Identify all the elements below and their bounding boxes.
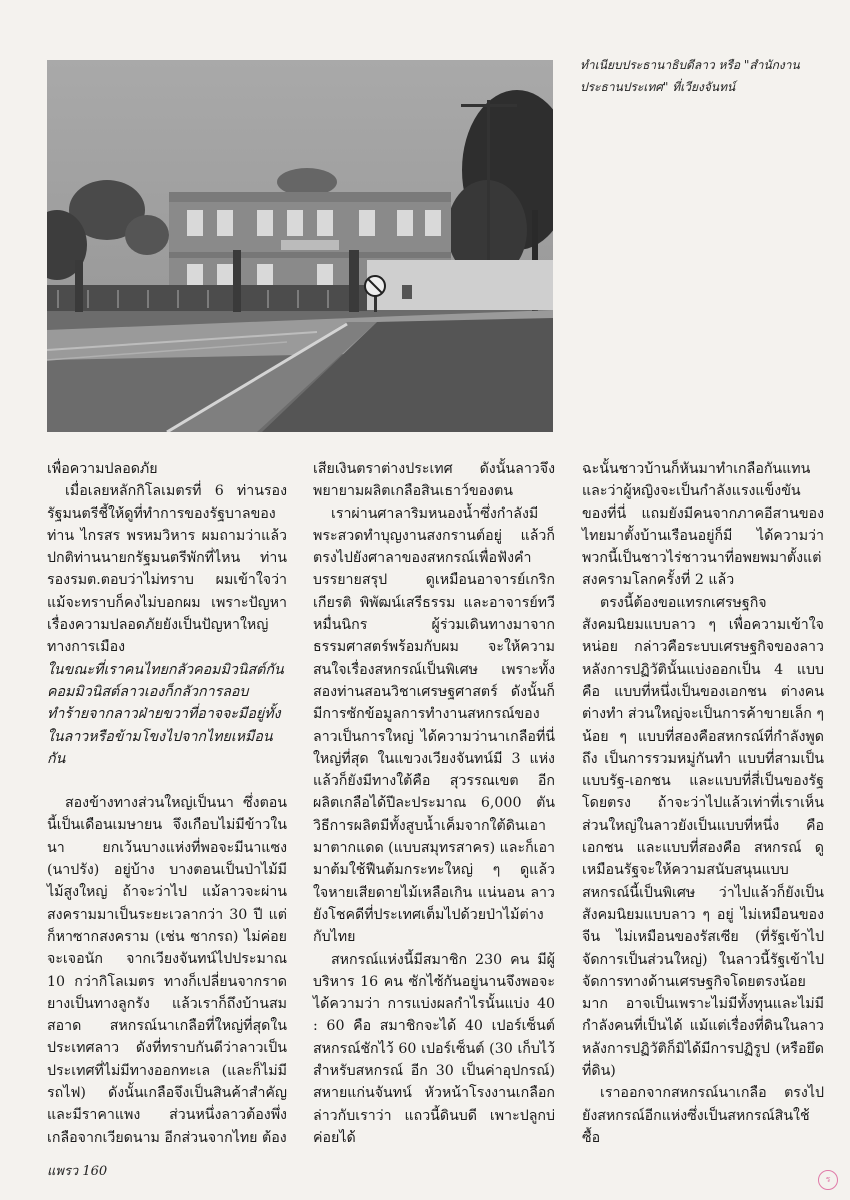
- corner-stamp: ร: [818, 1170, 838, 1190]
- article-column-3: [582, 458, 824, 1149]
- paragraph: เพื่อความปลอดภัย: [47, 461, 158, 477]
- paragraph: ในขณะที่เราคนไทยกลัวคอมมิวนิสต์กัน คอมมิวนิสต์ลาวเองก็กลัวการลอบทำร้ายจากลาวฝ่ายขวาที่อาจจะมีอยู่ทั้งในลาวหรือข้ามโขงไปจากไทยเหมือนกัน: [47, 661, 284, 767]
- paragraph: เมื่อเลยหลักกิโลเมตรที่ 6 ท่านรองรัฐมนตรีชี้ให้ดูที่ทำการของรัฐบาลของท่าน ไกรสร พรหมวิหาร ผมถามว่าแล้วปกติท่านนายกรัฐมนตรีพักที่ไหน ท่านรองรมต.ตอบว่าไม่ทราบ ผมเข้าใจว่าแม้จะทราบก็คงไม่บอกผม เพราะปัญหาเรื่องความปลอดภัยยังเป็นปัญหาใหญ่ทางการเมือง: [47, 483, 287, 656]
- paragraph: เสียเงินตราต่างประเทศ ดังนั้นลาวจึงพยายามผลิตเกลือสินเธาว์ของตน: [313, 461, 555, 500]
- paragraph: สองข้างทางส่วนใหญ่เป็นนา ซึ่งตอนนี้เป็นเดือนเมษายน จึงเกือบไม่มีข้าวในนา ยกเว้นบางแห่งที่พอจะมีนาแซง (นาปรัง) อยู่บ้าง บางตอนเป็นป่าไม้มีไม้สูงใหญ่ ถ้าจะว่าไป แม้ลาวจะผ่านสงครามมาเป็นระยะเวลากว่า 30 ปี แต่ก็หาซากสงคราม (เช่น ซากรถ) ไม่ค่อยจะเจอนัก จากเวียงจันทน์ไปประมาณ 10 กว่ากิโลเมตร ทางก็เปลี่ยนจากราดยางเป็นทางลูกรัง แล้วเราก็ถึงบ้านสมสอาด สหกรณ์นาเกลือที่ใหญ่ที่สุดในประเทศลาว ดังที่ทราบกันดีว่าลาวเป็นประเทศที่ไม่มีทางออกทะเล (และก็ไม่มีรถไฟ) ดังนั้นเกลือจึงเป็นสินค้าสำคัญและมีราคาแพง ส่วนหนึ่งลาวต้องพึ่งเกลือจากเวียดนาม อีกส่วนจากไทย ต้อง: [47, 795, 287, 1146]
- photo-caption: ทำเนียบประธานาธิบดีลาว หรือ "สำนักงานประธานประเทศ" ที่เวียงจันทน์: [580, 58, 800, 94]
- photo-illustration: [47, 60, 553, 432]
- paragraph: ตรงนี้ต้องขอแทรกเศรษฐกิจสังคมนิยมแบบลาว ๆ เพื่อความเข้าใจหน่อย กล่าวคือระบบเศรษฐกิจของลาวหลังการปฏิวัตินั้นแบ่งออกเป็น 4 แบบ คือ แบบที่หนึ่งเป็นของเอกชน ต่างคนต่างทำ ส่วนใหญ่จะเป็นการค้าขายเล็ก ๆ น้อย ๆ แบบที่สองคือสหกรณ์ที่กำลังพูดถึง เป็นการรวมหมู่กันทำ แบบที่สามเป็นแบบรัฐ-เอกชน และแบบที่สี่เป็นของรัฐโดยตรง ถ้าจะว่าไปแล้วเท่าที่เราเห็น ส่วนใหญ่ในลาวยังเป็นแบบที่หนึ่ง คือ เอกชน และแบบที่สองคือ สหกรณ์ ดูเหมือนรัฐจะให้ความสนับสนุนแบบสหกรณ์นี้เป็นพิเศษ ว่าไปแล้วก็ยังเป็นสังคมนิยมแบบลาว ๆ อยู่ ไม่เหมือนของจีน ไม่เหมือนของรัสเซีย (ที่รัฐเข้าไปจัดการเป็นส่วนใหญ่) ในลาวนี้รัฐเข้าไปจัดการทางด้านเศรษฐกิจโดยตรงน้อยมาก อาจเป็นเพราะไม่มีทั้งทุนและไม่มีกำลังคนที่เป็นได้ แม้แต่เรื่องที่ดินในลาวหลังการปฏิวัติก็มิได้มีการปฏิรูป (หรือยึดที่ดิน): [582, 594, 824, 1080]
- paragraph: เราผ่านศาลาริมหนองน้ำซึ่งกำลังมีพระสวดทำบุญงานสงกรานต์อยู่ แล้วก็ตรงไปยังศาลาของสหกรณ์เพื่อฟังคำบรรยายสรุป ดูเหมือนอาจารย์เกริกเกียรติ พิพัฒน์เสรีธรรม และอาจารย์ทวี หมื่นนิกร ผู้ร่วมเดินทางมาจากธรรมศาสตร์พร้อมกับผม จะให้ความสนใจเรื่องสหกรณ์เป็นพิเศษ เพราะทั้งสองท่านสอนวิชาเศรษฐศาสตร์ ดังนั้นก็มีการซักข้อมูลการทำงานสหกรณ์ของลาวเป็นการใหญ่ ได้ความว่านาเกลือที่นี่ใหญ่ที่สุด ในแขวงเวียงจันทน์มี 3 แห่ง แล้วก็ยังมีทางใต้คือ สุวรรณเขต อีก ผลิตเกลือได้ปีละประมาณ 6,000 ตัน วิธีการผลิตมีทั้งสูบน้ำเค็มจากใต้ดินเอามาตากแดด (แบบสมุทรสาคร) และก็เอามาต้มใช้ฟืนต้มกระทะใหญ่ ๆ ดูแล้วใจหายเสียดายไม้เหลือเกิน แน่นอน ลาวยังโชคดีที่ประเทศเต็มไปด้วยป่าไม้ต่างกับไทย: [313, 505, 556, 946]
- paragraph: ฉะนั้นชาวบ้านก็หันมาทำเกลือกันแทน และว่าผู้หญิงจะเป็นกำลังแรงแข็งขันของที่นี่ แถมยังมีคนจากภาคอีสานของไทยมาตั้งบ้านเรือนอยู่ก็มี ได้ความว่าพวกนี้เป็นชาวไร่ชาวนาที่อพยพมาตั้งแต่สงครามโลกครั้งที่ 2 แล้ว: [582, 461, 824, 589]
- paragraph: เราออกจากสหกรณ์นาเกลือ ตรงไปยังสหกรณ์อีกแห่งซึ่งเป็นสหกรณ์สินใช้ ซื้อ: [582, 1085, 824, 1146]
- article-column-1: [47, 458, 287, 1149]
- paragraph: สหกรณ์แห่งนี้มีสมาชิก 230 คน มีผู้บริหาร 16 คน ซักไซ้กันอยู่นานจึงพอจะได้ความว่า การแบ่งผลกำไรนั้นแบ่ง 40 : 60 คือ สมาชิกจะได้ 40 เปอร์เซ็นต์ สหกรณ์ชักไว้ 60 เปอร์เซ็นต์ (30 เก็บไว้สำหรับสหกรณ์ อีก 30 เป็นค่าอุปกรณ์) สหายแก่นจันทน์ หัวหน้าโรงงานเกลือกล่าวกับเราว่า แถวนี้ดินบดี เพาะปลูกบ่ค่อยได้: [313, 951, 555, 1146]
- article-column-2: [313, 458, 555, 1149]
- building-photo: [47, 60, 553, 432]
- page-footer: แพรว 160: [47, 1164, 108, 1179]
- paragraph: [47, 770, 287, 792]
